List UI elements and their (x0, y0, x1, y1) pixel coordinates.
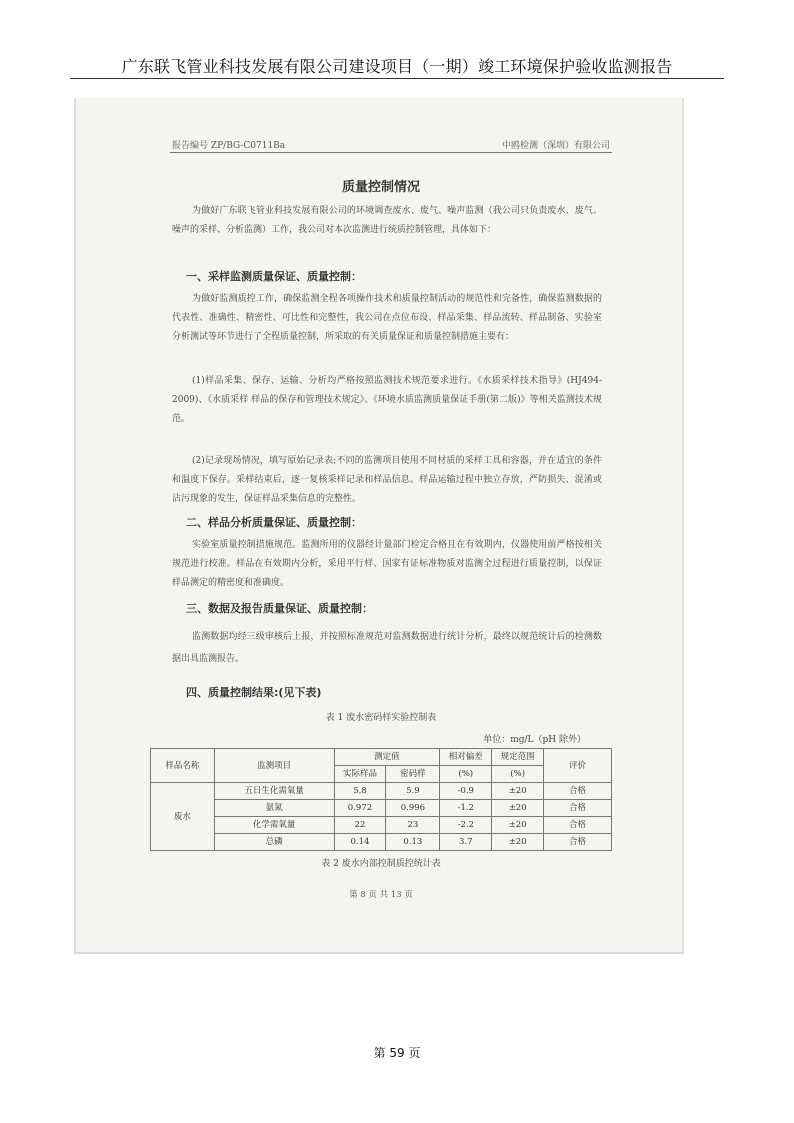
item-cell: 五日生化需氧量 (214, 783, 334, 800)
heading-sampling-qc: 一、采样监测质量保证、质量控制： (186, 270, 362, 283)
item-cell: 化学需氧量 (214, 817, 334, 834)
sampling-qc-item-2: (2)记录现场情况，填写原始记录表;不同的监测项目使用不同材质的采样工具和容器，并在适宜的条件和温度下保存。采样结束后，逐一复核采样记录和样品信息。样品运输过程中独立存放，严防损失、混淆或沾污现象的发生，保证样品采集信息的完整性。 (172, 456, 602, 504)
scan-page-footer: 第 8 页 共 13 页 (349, 890, 413, 900)
sampling-qc-paragraph: 为做好监测质控工作，确保监测全程各项操作技术和质量控制活动的规范性和完备性，确保监测数据的代表性、准确性、精密性、可比性和完整性，我公司在点位布设、样品采集、样品流转、样品制备、实验室分析测试等环节进行了全程质量控制，所采取的有关质量保证和质量控制措施主要有： (172, 294, 602, 342)
header-actual: 实际样品 (334, 766, 386, 783)
header-measured: 测定值 (334, 749, 440, 766)
actual-cell: 0.972 (334, 800, 386, 817)
header-sample-name: 样品名称 (151, 749, 215, 783)
header-coded: 密码样 (386, 766, 440, 783)
lab-company: 中鸥检测（深圳）有限公司 (501, 141, 610, 151)
analysis-qc-paragraph: 实验室质量控制措施规范。监测所用的仪器经计量部门检定合格且在有效期内，仪器使用前严格按相关规范进行校准。样品在有效期内分析，采用平行样、国家有证标准物质对监测全过程进行质量控制，以保证样品测定的精密度和准确度。 (172, 540, 602, 588)
heading-analysis-qc: 二、样品分析质量保证、质量控制： (186, 516, 362, 529)
evaluation-cell: 合格 (544, 800, 612, 817)
heading-qc-results: 四、质量控制结果:(见下表) (186, 686, 322, 699)
deviation-cell: -2.2 (440, 817, 492, 834)
page-header: 广东联飞管业科技发展有限公司建设项目（一期）竣工环境保护验收监测报告 (121, 57, 673, 76)
table-header-row (151, 749, 612, 766)
limit-cell: ±20 (492, 817, 544, 834)
evaluation-cell: 合格 (544, 817, 612, 834)
deviation-cell: -1.2 (440, 800, 492, 817)
header-deviation: 相对偏差 (440, 749, 492, 766)
limit-cell: ±20 (492, 800, 544, 817)
header-limit-unit: (%) (492, 766, 544, 783)
unit-note: 单位：mg/L（pH 除外） (483, 735, 586, 745)
scanned-report-page (74, 98, 684, 954)
header-evaluation: 评价 (544, 749, 612, 783)
scan-header-rule (170, 152, 612, 153)
header-limit: 规定范围 (492, 749, 544, 766)
table-1-caption: 表 1 废水密码样实验控制表 (325, 713, 437, 723)
table-row (151, 783, 612, 800)
deviation-cell: -0.9 (440, 783, 492, 800)
evaluation-cell: 合格 (544, 783, 612, 800)
sampling-qc-item-1: (1)样品采集、保存、运输、分析均严格按照监测技术规范要求进行。《水质采样技术指导》(HJ494-2009)、《水质采样 样品的保存和管理技术规定》、《环境水质监测质量保证手册(第二版)》等相关监测技术规范。 (172, 376, 602, 424)
actual-cell: 22 (334, 817, 386, 834)
coded-sample-table (150, 748, 612, 851)
intro-paragraph: 为做好广东联飞管业科技发展有限公司的环境调查废水、废气、噪声监测（我公司只负责废水、废气、噪声的采样、分析监测）工作，我公司对本次监测进行统质控制管理，具体如下： (172, 206, 602, 235)
page-number: 第 59 页 (373, 1046, 421, 1060)
table-2-caption: 表 2 废水内部控制质控统计表 (321, 859, 441, 869)
report-number: 报告编号 ZP/BG-C0711Ba (172, 141, 286, 151)
limit-cell: ±20 (492, 834, 544, 851)
actual-cell: 0.14 (334, 834, 386, 851)
table-row (151, 800, 612, 817)
item-cell: 总磷 (214, 834, 334, 851)
deviation-cell: 3.7 (440, 834, 492, 851)
coded-cell: 0.13 (386, 834, 440, 851)
table-row (151, 834, 612, 851)
limit-cell: ±20 (492, 783, 544, 800)
data-report-qc-paragraph: 监测数据均经三级审核后上报，并按照标准规范对监测数据进行统计分析，最终以规范统计后的检测数据出具监测报告。 (172, 632, 602, 664)
coded-cell: 23 (386, 817, 440, 834)
header-rule (70, 78, 724, 79)
section-title: 质量控制情况 (341, 180, 420, 195)
sample-group-cell: 废水 (151, 783, 215, 851)
heading-data-report-qc: 三、数据及报告质量保证、质量控制： (186, 602, 373, 615)
actual-cell: 5.8 (334, 783, 386, 800)
header-deviation-unit: (%) (440, 766, 492, 783)
table-row (151, 817, 612, 834)
coded-cell: 5.9 (386, 783, 440, 800)
item-cell: 氨氮 (214, 800, 334, 817)
header-item: 监测项目 (214, 749, 334, 783)
evaluation-cell: 合格 (544, 834, 612, 851)
coded-cell: 0.996 (386, 800, 440, 817)
